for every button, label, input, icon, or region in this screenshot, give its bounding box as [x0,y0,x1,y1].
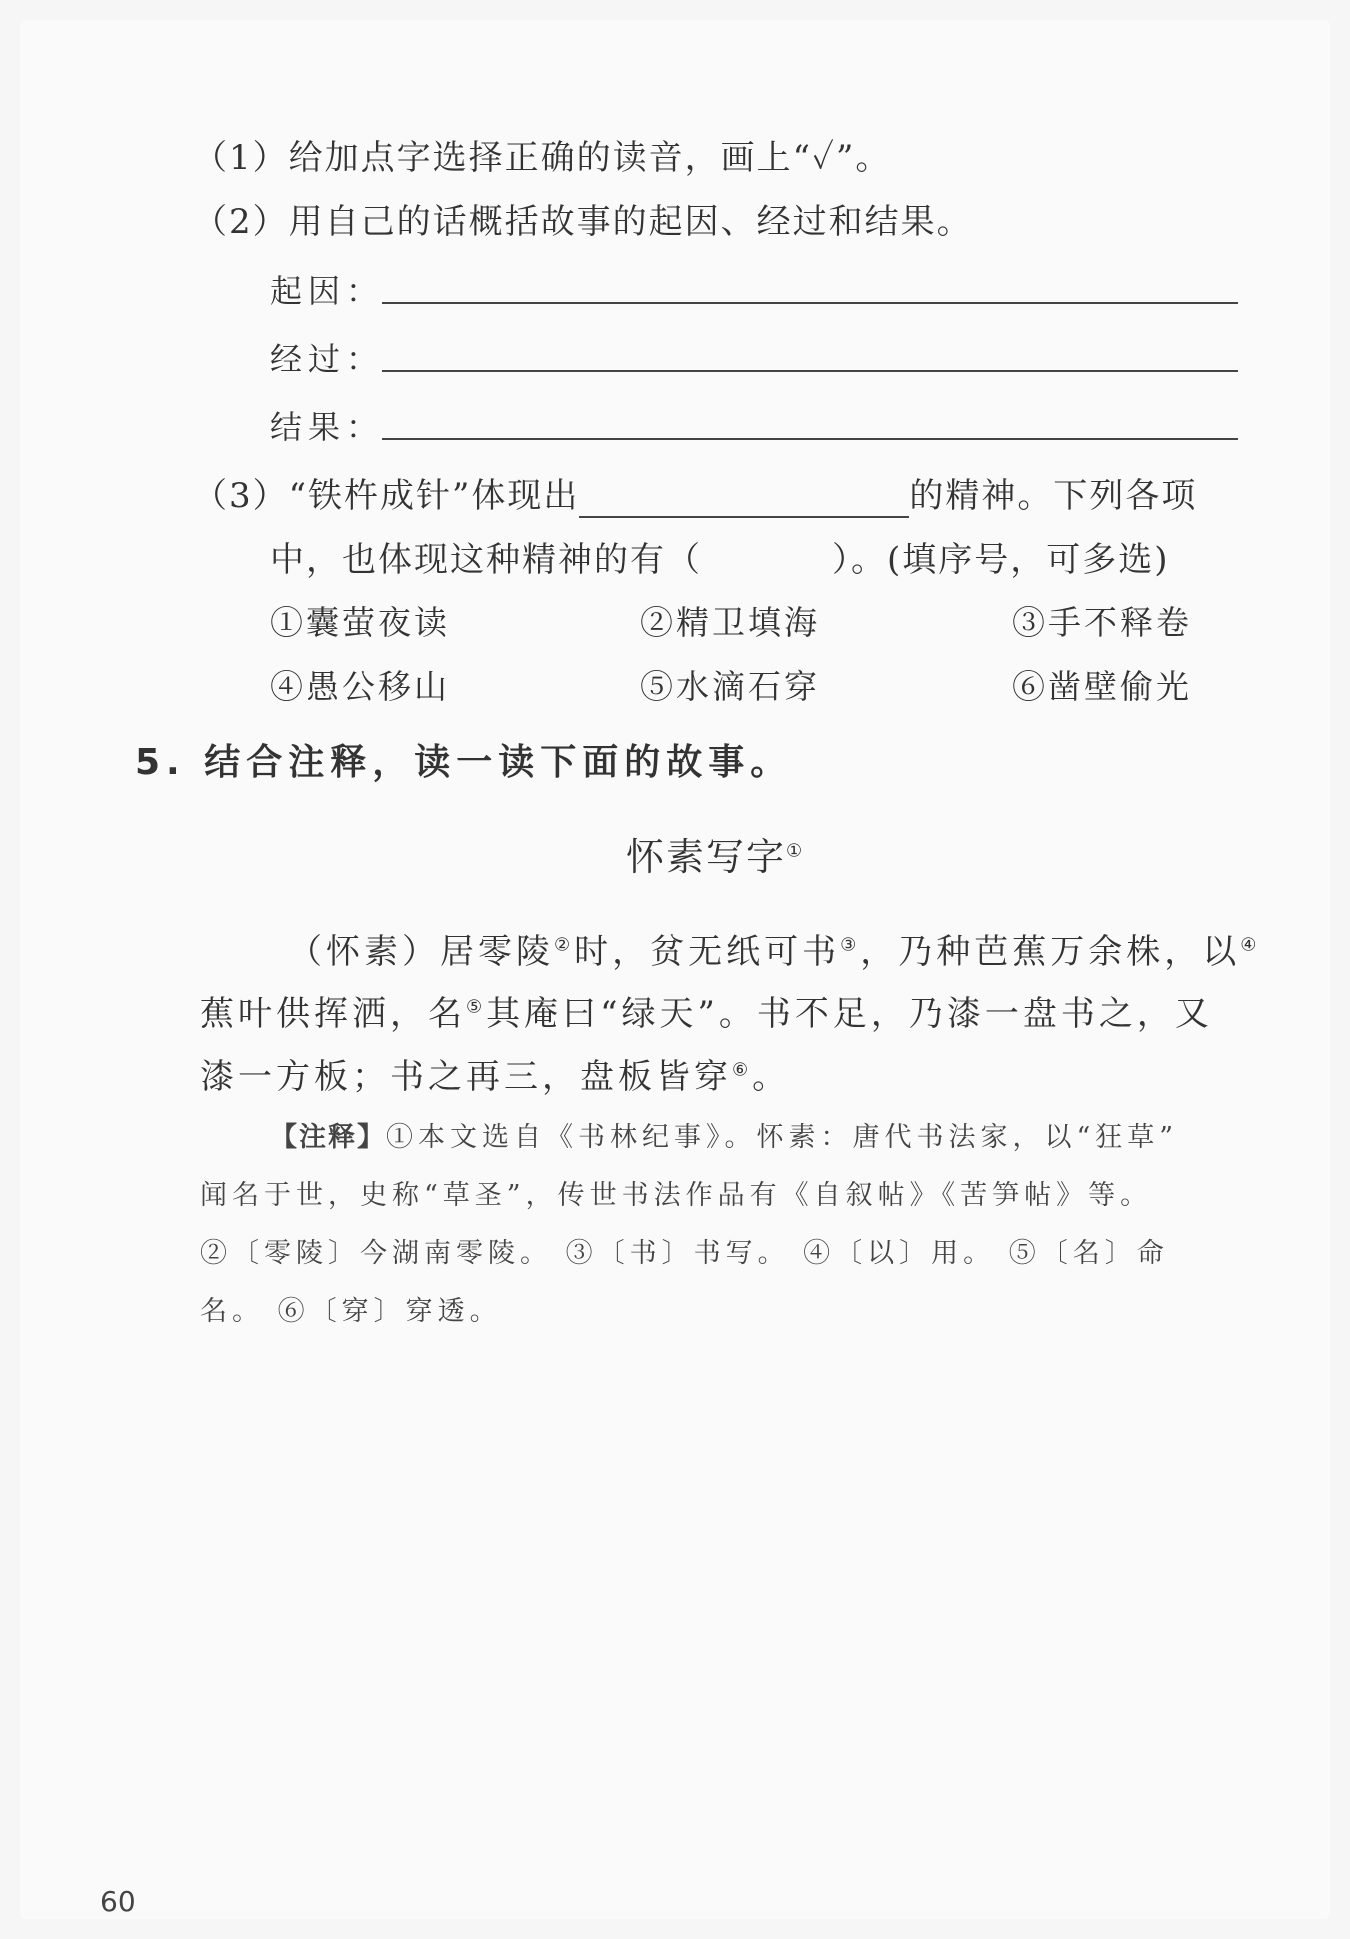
q4-part3-line2-b: ）。(填序号，可多选) [832,540,1170,580]
q4-part3-line2-a: 中，也体现这种精神的有（ [270,540,702,580]
result-answer-line[interactable] [382,438,1238,440]
story-line-1 [288,924,1260,973]
option-2: ②精卫填海 [640,603,820,642]
story-line-2 [200,986,1213,1035]
notes-line-4: 名。 ⑥〔穿〕穿透。 [200,1296,502,1327]
story-text: 。 [752,1057,791,1097]
story-text: 漆一方板；书之再三，盘板皆穿 [200,1057,732,1097]
story-text: 时，贫无纸可书 [574,932,841,972]
spirit-blank[interactable] [579,476,909,518]
result-label: 结果： [270,408,385,446]
q4-part3-line1 [193,468,1197,518]
footnote-mark: ⑥ [732,1059,753,1081]
story-text: 蕉叶供挥洒，名 [200,994,466,1034]
story-title [626,826,804,881]
q4-part1: （1）给加点字选择正确的读音，画上“✓”。 [193,138,892,178]
footnote-mark: ④ [1240,934,1261,956]
footnote-mark: ⑤ [466,996,487,1018]
footnote-mark: ③ [840,934,861,956]
page-number: 60 [100,1885,136,1918]
story-title-text: 怀素写字 [626,835,787,879]
notes-line-2: 闻名于世，史称“草圣”，传世书法作品有《自叙帖》《苦笋帖》等。 [200,1180,1153,1211]
footnote-mark: ② [554,934,575,956]
story-text: 其庵曰“绿天”。书不足，乃漆一盘书之，又 [486,994,1213,1034]
notes-label: 【注释】 [270,1122,386,1153]
option-4: ④愚公移山 [270,667,450,706]
q4-part3-text-b: 的精神。下列各项 [909,476,1198,516]
option-1: ①囊萤夜读 [270,603,450,642]
process-label: 经过： [270,340,385,378]
q4-part3-line2 [270,532,1170,581]
story-title-footnote: ① [786,840,805,862]
story-text: ，乃种芭蕉万余株，以 [860,932,1241,972]
option-6: ⑥凿壁偷光 [1012,667,1192,706]
notes-line-1 [270,1115,1178,1154]
notes-line-3: ②〔零陵〕今湖南零陵。 ③〔书〕书写。 ④〔以〕用。 ⑤〔名〕命 [200,1238,1169,1269]
story-line-3 [200,1049,790,1098]
choice-blank[interactable] [702,540,832,580]
cause-label: 起因： [270,272,385,310]
q4-part3-text-a: （3）“铁杵成针”体现出 [193,476,580,516]
cause-answer-line[interactable] [382,302,1238,304]
option-3: ③手不释卷 [1012,603,1192,642]
q4-part2: （2）用自己的话概括故事的起因、经过和结果。 [193,202,973,242]
process-answer-line[interactable] [382,370,1238,372]
option-5: ⑤水滴石穿 [640,667,820,706]
story-text: （怀素）居零陵 [288,932,554,972]
notes-text: ①本文选自《书林纪事》。怀素：唐代书法家，以“狂草” [386,1122,1179,1153]
q5-heading: 5. 结合注释，读一读下面的故事。 [135,742,793,783]
